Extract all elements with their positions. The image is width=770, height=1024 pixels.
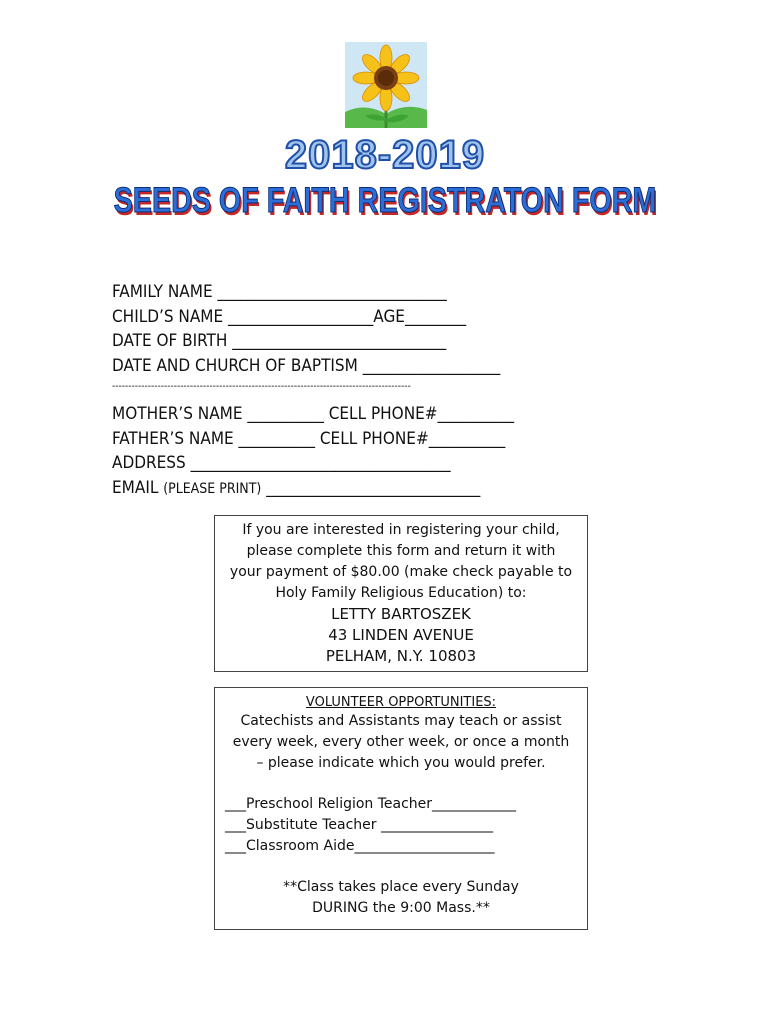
baptism-field[interactable]: DATE AND CHURCH OF BAPTISM __________________ <box>112 355 501 376</box>
info-line: please complete this form and return it with <box>246 543 556 559</box>
volunteer-line: Catechists and Assistants may teach or assist <box>240 713 562 729</box>
email-print-note: (PLEASE PRINT) <box>163 480 262 497</box>
fathers-name-field[interactable]: FATHER’S NAME __________ CELL PHONE#__________ <box>112 428 506 449</box>
date-of-birth-field[interactable]: DATE OF BIRTH ____________________________ <box>112 331 447 351</box>
volunteer-line: – please indicate which you would prefer. <box>256 755 546 771</box>
contact-city: PELHAM, N.Y. 10803 <box>325 647 477 665</box>
family-name-field[interactable]: FAMILY NAME ______________________________ <box>112 282 447 302</box>
dashed-separator: -------------------------------------------------------------------------------------------- <box>112 381 411 392</box>
form-title: SEEDS OF FAITH REGISTRATON FORM <box>113 181 657 220</box>
email-line: ____________________________ <box>261 477 481 498</box>
volunteer-line: every week, every other week, or once a month <box>232 734 570 750</box>
option-preschool-teacher[interactable]: ___Preschool Religion Teacher____________ <box>225 796 517 812</box>
option-classroom-aide[interactable]: ___Classroom Aide____________________ <box>225 838 495 854</box>
class-time-note: **Class takes place every Sunday <box>283 879 519 895</box>
email-label: EMAIL <box>112 477 159 498</box>
contact-name: LETTY BARTOSZEK <box>331 605 471 623</box>
info-line: your payment of $80.00 (make check payable to <box>229 564 573 580</box>
volunteer-box <box>214 687 588 930</box>
mothers-name-field[interactable]: MOTHER’S NAME __________ CELL PHONE#__________ <box>112 404 515 424</box>
info-line: If you are interested in registering your child, <box>242 522 560 538</box>
email-field[interactable] <box>112 476 672 502</box>
childs-name-field[interactable]: CHILD’S NAME ___________________AGE________ <box>112 306 467 327</box>
volunteer-heading: VOLUNTEER OPPORTUNITIES: <box>305 695 497 710</box>
registration-info-box <box>214 515 588 672</box>
form-year-title: 2018-2019 <box>284 133 486 177</box>
contact-street: 43 LINDEN AVENUE <box>328 626 474 644</box>
sunflower-logo <box>345 42 427 128</box>
class-time-note: DURING the 9:00 Mass.** <box>312 900 490 916</box>
info-line: Holy Family Religious Education) to: <box>275 585 527 601</box>
address-field[interactable]: ADDRESS __________________________________ <box>112 453 451 473</box>
registration-fields <box>112 280 672 501</box>
option-substitute-teacher[interactable]: ___Substitute Teacher ________________ <box>225 817 493 833</box>
